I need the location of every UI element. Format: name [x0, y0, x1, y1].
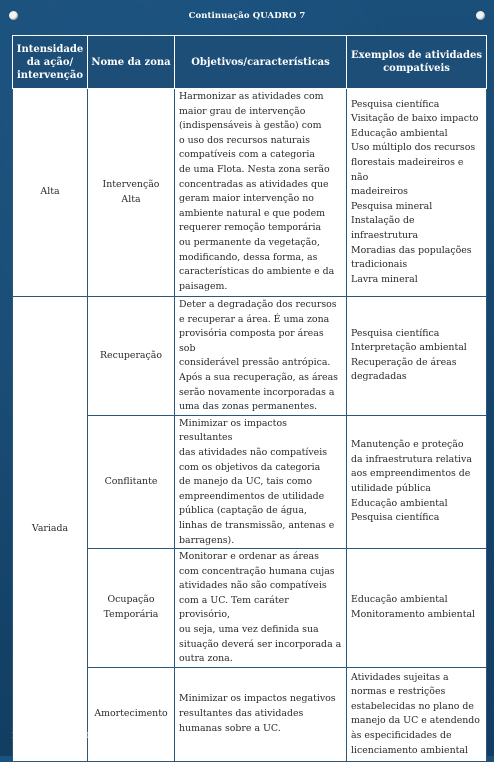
example-item: Manutenção e proteção da infraestrutura relativa aos empreendimentos de utilidade pública — [351, 439, 472, 494]
objectives-cell: Deter a degradação dos recursos e recuperar a área. É uma zona provisória composta por áreas sob considerável pressão antrópica. Após a sua recuperação, as áreas serão novamente incorporadas a uma das zonas permanentes. — [175, 297, 347, 416]
table-frame — [8, 6, 486, 756]
examples-cell — [347, 89, 487, 297]
examples-cell — [347, 667, 487, 761]
example-item: Atividades sujeitas a normas e restrições estabelecidas no plano de manejo da UC e atendendo às especificidades de licenciamento ambiental — [351, 671, 480, 756]
example-item: Pesquisa mineral — [351, 200, 433, 212]
header-objectives: Objetivos/características — [175, 36, 347, 89]
example-item: Monitoramento ambiental — [351, 608, 476, 620]
examples-cell — [347, 297, 487, 416]
table-caption: Continuação QUADRO 7 — [188, 11, 306, 21]
zone-cell: Amortecimento — [88, 667, 175, 761]
example-item: Moradias das populações tradicionais — [351, 244, 472, 271]
table-row — [13, 89, 487, 297]
intensity-cell-variada: Variada — [13, 297, 88, 762]
example-item: Interpretação ambiental — [351, 342, 467, 354]
zone-cell: Recuperação — [88, 297, 175, 416]
table-header-row — [13, 36, 487, 89]
examples-cell — [347, 415, 487, 548]
intensity-cell-alta: Alta — [13, 89, 88, 297]
example-item: Pesquisa científica — [351, 512, 440, 524]
examples-cell — [347, 549, 487, 668]
table-row — [13, 297, 487, 416]
zone-cell: Ocupação Temporária — [88, 549, 175, 668]
example-item: Lavra mineral — [351, 273, 418, 285]
objectives-cell: Harmonizar as atividades com maior grau de intervenção (indispensáveis à gestão) com o uso dos recursos naturais compatíveis com a categoria de uma Flota. Nesta zona serão concentradas as atividades que geram maior intervenção no ambiente natural e que podem requerer remoção temporária ou permanente da vegetação, modificando, dessa forma, as características do ambiente e da paisagem. — [175, 89, 347, 297]
zone-cell: Conflitante — [88, 415, 175, 548]
objectives-cell: Minimizar os impactos resultantes das atividades não compatíveis com os objetivos da categoria de manejo da UC, tais como empreendimentos de utilidade pública (captação de água, linhas de transmissão, antenas e barragens). — [175, 415, 347, 548]
example-item: Pesquisa científica — [351, 327, 440, 339]
source-note: Fonte: SEMA (2009). — [12, 731, 103, 741]
zoning-table — [12, 35, 487, 762]
zone-cell: Intervenção Alta — [88, 89, 175, 297]
example-item: Recuperação de áreas degradadas — [351, 356, 457, 383]
example-item: Educação ambiental — [351, 127, 448, 139]
example-item: Educação ambiental — [351, 594, 448, 606]
example-item: Visitação de baixo impacto — [351, 113, 479, 125]
example-item: Uso múltiplo dos recursos florestais madeireiros e não madeireiros — [351, 142, 476, 198]
objectives-cell: Minimizar os impactos negativos resultantes das atividades humanas sobre a UC. — [175, 667, 347, 761]
objectives-cell: Monitorar e ordenar as áreas com concentração humana cujas atividades não são compatíveis com a UC. Tem caráter provisório, ou seja, uma vez definida sua situação deverá ser incorporada a outra zona. — [175, 549, 347, 668]
example-item: Educação ambiental — [351, 497, 448, 509]
example-item: Pesquisa científica — [351, 98, 440, 110]
header-examples: Exemplos de atividades compatíveis — [347, 36, 487, 89]
header-intensity: Intensidade da ação/ intervenção — [13, 36, 88, 89]
header-zone: Nome da zona — [88, 36, 175, 89]
example-item: Instalação de infraestrutura — [351, 215, 419, 241]
